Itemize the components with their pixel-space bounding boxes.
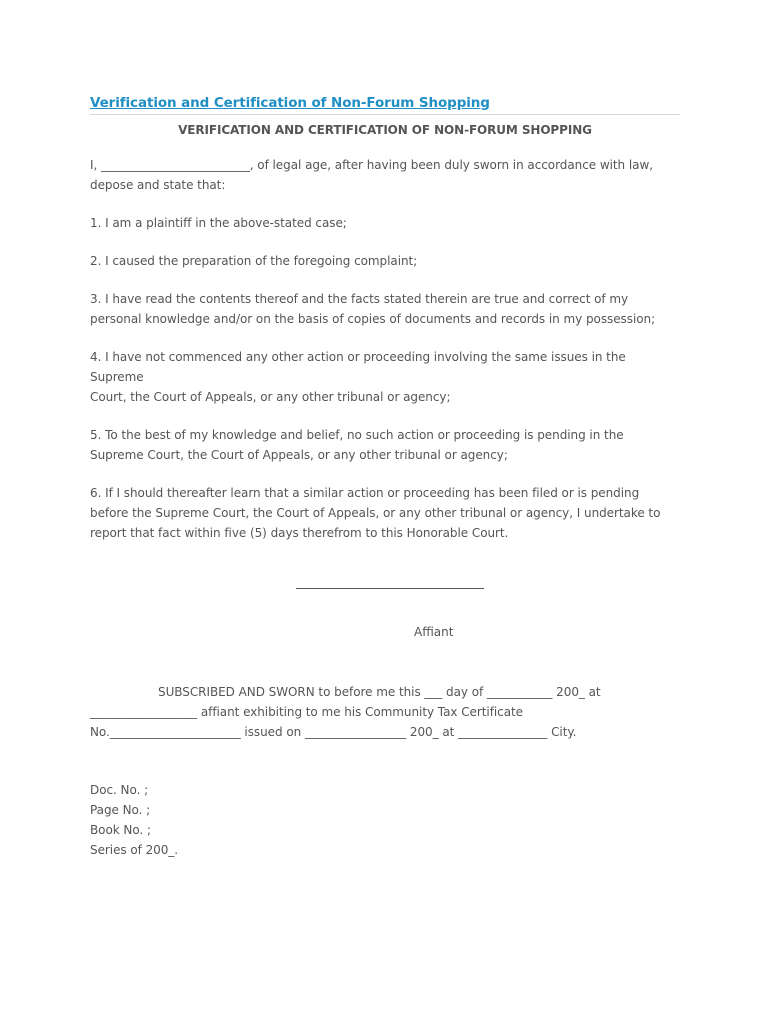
statement-line: Supreme Court, the Court of Appeals, or any other tribunal or agency; <box>90 448 508 462</box>
statement-line: 4. I have not commenced any other action or proceeding involving the same issues in the Supreme <box>90 350 626 384</box>
intro-paragraph <box>90 155 680 195</box>
statement-line: 3. I have read the contents thereof and the facts stated therein are true and correct of my <box>90 292 629 306</box>
signature-line <box>296 588 484 589</box>
doc-number: Doc. No. ; <box>90 783 149 797</box>
notarial-doc-info <box>90 780 178 860</box>
affiant-label: Affiant <box>414 625 454 639</box>
statement-line: 2. I caused the preparation of the foregoing complaint; <box>90 254 418 268</box>
statement-line: Court, the Court of Appeals, or any other tribunal or agency; <box>90 390 451 404</box>
intro-line: depose and state that: <box>90 178 226 192</box>
signature-rule <box>296 588 484 589</box>
statement-item-6 <box>90 483 680 543</box>
statement-item-1 <box>90 213 680 233</box>
jurat-line: __________________ affiant exhibiting to me his Community Tax Certificate <box>90 705 523 719</box>
statement-item-4 <box>90 347 680 407</box>
statement-line: 5. To the best of my knowledge and belief, no such action or proceeding is pending in the <box>90 428 624 442</box>
series-year: Series of 200_. <box>90 843 179 857</box>
jurat-line: No.______________________ issued on _________________ 200_ at _______________ City. <box>90 725 577 739</box>
document-heading: VERIFICATION AND CERTIFICATION OF NON-FORUM SHOPPING <box>178 123 592 137</box>
statement-line: 6. If I should thereafter learn that a similar action or proceeding has been filed or is pending <box>90 486 640 500</box>
statement-line: before the Supreme Court, the Court of Appeals, or any other tribunal or agency, I undertake to <box>90 506 661 520</box>
document-page <box>90 92 680 857</box>
statement-line: report that fact within five (5) days therefrom to this Honorable Court. <box>90 526 509 540</box>
statement-line: 1. I am a plaintiff in the above-stated case; <box>90 216 347 230</box>
statement-item-3 <box>90 289 680 329</box>
intro-line: I, _________________________, of legal age, after having been duly sworn in accordance with law, <box>90 158 653 172</box>
statement-line: personal knowledge and/or on the basis of copies of documents and records in my possession; <box>90 312 656 326</box>
jurat-line: SUBSCRIBED AND SWORN to before me this ___ day of ___________ 200_ at <box>158 685 601 699</box>
jurat-block <box>90 682 680 742</box>
document-title-link[interactable]: Verification and Certification of Non-Forum Shopping <box>90 95 490 111</box>
statement-item-5 <box>90 425 680 465</box>
title-divider <box>90 114 680 115</box>
statement-item-2 <box>90 251 680 271</box>
book-number: Book No. ; <box>90 823 151 837</box>
page-number: Page No. ; <box>90 803 151 817</box>
